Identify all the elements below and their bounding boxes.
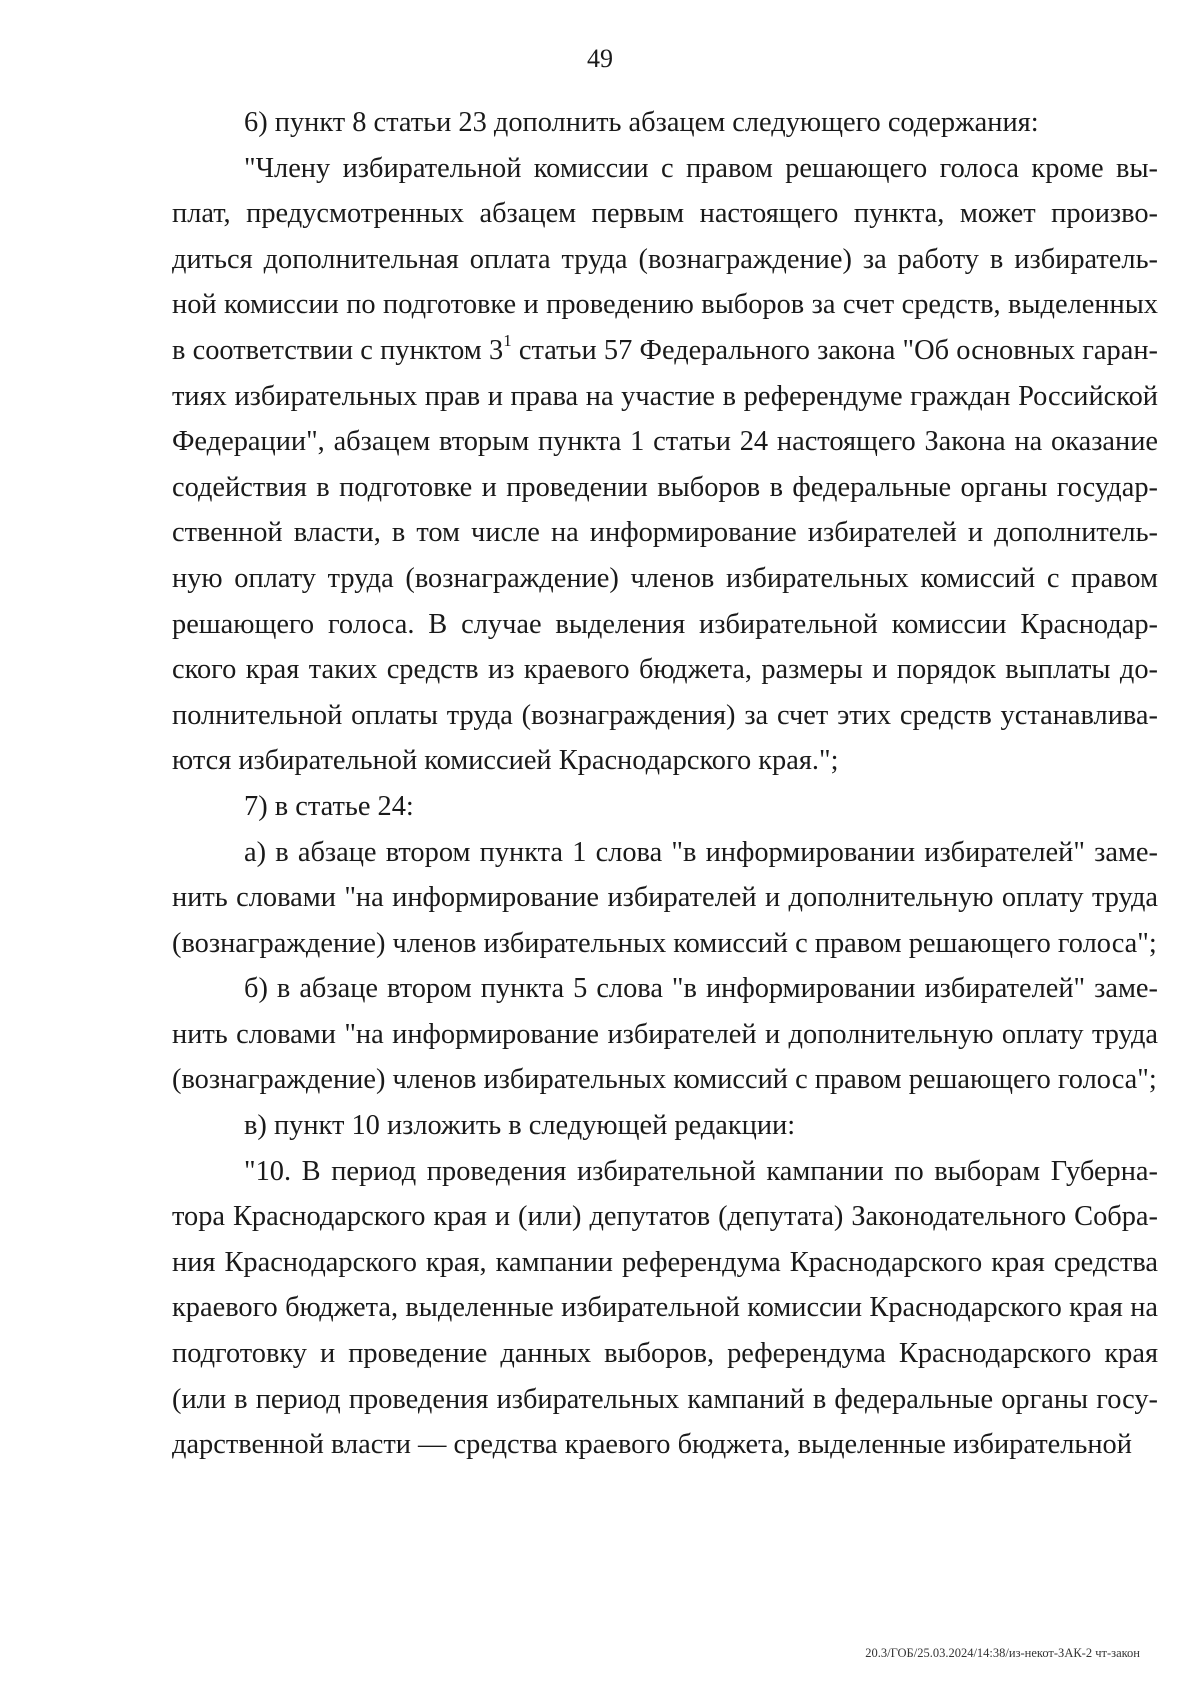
superscript-index: 1 [503, 331, 512, 351]
document-footer-code: 20.3/ГОБ/25.03.2024/14:38/из-некот-ЗАК-2 чт-закон [865, 1646, 1140, 1660]
paragraph-text-before-superscript: "Члену избирательной комиссии с правом решающего голоса кроме выплат, предусмотренных абзацем первым настоящего пункта, может производиться дополнительная оплата труда (вознаграждение) за работу в избирательной комиссии по подготовке и проведению выборов за счет средств, выделенных в соответствии с пунктом 3 [172, 152, 1158, 366]
paragraph-subitem-a: а) в абзаце втором пункта 1 слова "в информировании избирателей" заменить словами "на информирование избирателей и дополнительную оплату труда (вознаграждение) членов избирательных комиссий с правом решающего голоса"; [172, 836, 1158, 959]
paragraph-item-6: 6) пункт 8 статьи 23 дополнить абзацем следующего содержания: [244, 107, 1039, 138]
paragraph-subitem-b: б) в абзаце втором пункта 5 слова "в информировании избирателей" заменить словами "на информирование избирателей и дополнительную оплату труда (вознаграждение) членов избирательных комиссий с правом решающего голоса"; [172, 973, 1158, 1096]
document-body [172, 100, 1158, 1468]
paragraph-item-7: 7) в статье 24: [244, 790, 414, 822]
page-number: 49 [587, 44, 613, 73]
paragraph-quoted-text-point-10: "10. В период проведения избирательной кампании по выборам Губернатора Краснодарского края и (или) депутатов (депутата) Законодательного Собрания Краснодарского края, кампании референдума Краснодарского края средства краевого бюджета, выделенные избирательной комиссии Краснодарского края на подготовку и проведение данных выборов, референдума Краснодарского края (или в период проведения избирательных кампаний в федеральные органы государственной власти — средства краевого бюджета, выделенные избирательной [172, 1155, 1158, 1461]
paragraph-text-after-superscript: статьи 57 Федерального закона "Об основных гарантиях избирательных прав и права на участие в референдуме граждан Российской Федерации", абзацем вторым пункта 1 статьи 24 настоящего Закона на оказание содействия в подготовке и проведении выборов в федеральные органы государственной власти, в том числе на информирование избирателей и дополнительную оплату труда (вознаграждение) членов избирательных комиссий с правом решающего голоса. В случае выделения избирательной комиссии Краснодарского края таких средств из краевого бюджета, размеры и порядок выплаты дополнительной оплаты труда (вознаграждения) за счет этих средств устанавливаются избирательной комиссией Краснодарского края."; [172, 334, 1158, 777]
paragraph-quoted-text-item-6 [172, 146, 1158, 784]
paragraph-subitem-v: в) пункт 10 изложить в следующей редакции: [244, 1110, 796, 1142]
